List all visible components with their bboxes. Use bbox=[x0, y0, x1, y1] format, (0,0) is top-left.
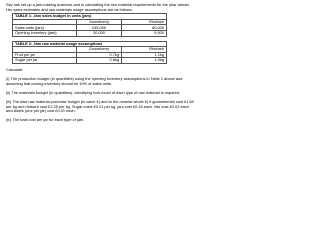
question-iii: (iii) The total raw material purchase budget (in value £) and to the nearest whole £) if gooseberries cost £1.60 per kg and rhubarb cost £2.25 per kg. Sugar costs £0.21 per kg, jars cost £0.15 each, lids cost £0.02 each and labels (one per jar) cost £0.01 each. bbox=[6, 98, 194, 114]
cell-value: 60,000 bbox=[122, 25, 167, 31]
table-title: TABLE 1: Jam sales budget in units (jars) bbox=[13, 14, 167, 20]
calculate-heading: Calculate: bbox=[6, 66, 24, 72]
row-label: Sugar per jar bbox=[13, 58, 77, 64]
cell-value: 1.0kg bbox=[122, 58, 167, 64]
cell-value: 30,000 bbox=[77, 31, 122, 37]
table-jam-sales-budget bbox=[12, 13, 167, 36]
column-header-gooseberry: Gooseberry bbox=[77, 19, 122, 25]
row-label: Fruit per jar bbox=[13, 52, 77, 58]
table-title: TABLE 2: Jam raw material usage assumptions bbox=[13, 41, 167, 47]
row-label: Sales units (jars) bbox=[13, 25, 77, 31]
table-raw-material-usage bbox=[12, 41, 167, 64]
column-header-gooseberry: Gooseberry bbox=[77, 47, 122, 53]
intro-paragraph: Sky has set up a jam-making business and is calculating the raw material requirements for the year ahead. Her sales estimates and raw materials usage assumptions are as follows: bbox=[6, 2, 190, 12]
document bbox=[6, 3, 196, 123]
cell-value: 0.7kg bbox=[77, 52, 122, 58]
cell-value: 5,500 bbox=[122, 31, 167, 37]
cell-value: 245,000 bbox=[77, 25, 122, 31]
cell-value: 1.1kg bbox=[122, 52, 167, 58]
table-row bbox=[13, 58, 167, 64]
question-i: (i) The production budget (in quantities) using the opening inventory assumptions in Table 1 above and assuming that closing inventory should be 10% of sales units. bbox=[6, 76, 183, 86]
column-header-rhubarb: Rhubarb bbox=[122, 47, 167, 53]
question-iv: (iv) The total cost per jar for each type of jam. bbox=[6, 117, 85, 123]
question-ii: (ii) The materials budget (in quantities), identifying how much of each type of raw material is required. bbox=[6, 89, 181, 95]
cell-value: 0.6kg bbox=[77, 58, 122, 64]
table-row bbox=[13, 31, 167, 37]
row-label: Opening inventory (jars) bbox=[13, 31, 77, 37]
column-header-rhubarb: Rhubarb bbox=[122, 19, 167, 25]
